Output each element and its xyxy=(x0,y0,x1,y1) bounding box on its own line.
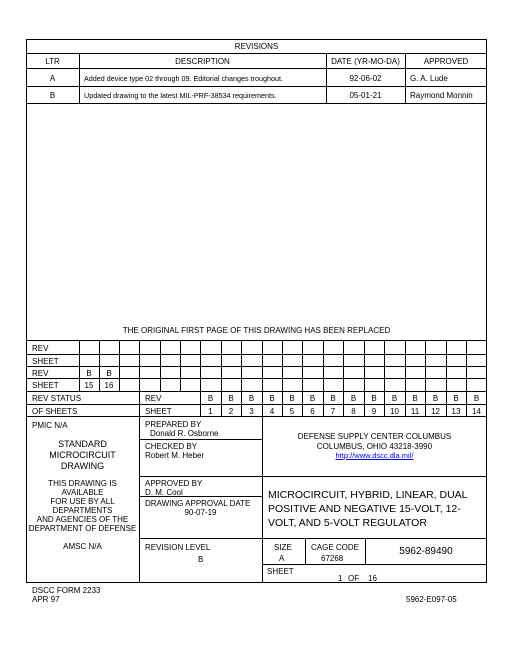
rev-status-value: B xyxy=(309,394,316,403)
sheet-number-cell: 7 xyxy=(330,407,336,416)
sheet-number-cell: 6 xyxy=(310,407,315,416)
rev-status-value: B xyxy=(371,394,377,403)
standard-line: STANDARD xyxy=(58,439,107,449)
agency-name: DEFENSE SUPPLY CENTER COLUMBUS xyxy=(297,432,452,441)
header-approved: APPROVED xyxy=(423,57,469,66)
standard-line: DRAWING xyxy=(60,461,105,471)
sheet-of-label: OF xyxy=(348,574,360,583)
rev-status-value: B xyxy=(412,394,418,403)
status-sheet-value: 16 xyxy=(104,381,114,390)
sheet-number-cell: 13 xyxy=(451,407,461,416)
drawing-title: VOLT, AND 5-VOLT REGULATOR xyxy=(268,517,427,529)
availability-line: THIS DRAWING IS xyxy=(48,479,117,488)
amsc: AMSC N/A xyxy=(63,542,102,551)
sheet-number-cell: 3 xyxy=(249,407,254,416)
agency-address: COLUMBUS, OHIO 43218-3990 xyxy=(316,442,433,451)
availability-line: AVAILABLE xyxy=(61,488,104,497)
approval-date: 90-07-19 xyxy=(184,508,217,517)
rev-row-ltr: A xyxy=(49,74,56,83)
status-sheet-label: SHEET xyxy=(32,381,59,390)
form-date: APR 97 xyxy=(32,595,60,604)
rev-row-ltr: B xyxy=(49,91,56,100)
prepared-by-label: PREPARED BY xyxy=(145,420,202,429)
sheet-number-cell: 4 xyxy=(269,407,275,416)
checked-by-label: CHECKED BY xyxy=(145,442,198,451)
rev-status-value: B xyxy=(453,394,459,403)
cage-code: 67268 xyxy=(321,554,344,563)
rev-status-value: B xyxy=(391,394,398,403)
rev-status-value: B xyxy=(228,394,234,403)
replaced-note: THE ORIGINAL FIRST PAGE OF THIS DRAWING HAS BEEN REPLACED xyxy=(122,326,391,335)
sheet-number: 1 xyxy=(338,574,343,583)
revisions-title: REVISIONS xyxy=(234,42,279,51)
status-sheet-label: SHEET xyxy=(32,357,59,366)
availability-line: AND AGENCIES OF THE xyxy=(36,515,129,524)
rev-row-description: Added device type 02 through 09. Editorial changes troughout. xyxy=(84,74,283,83)
checked-by: Robert M. Heber xyxy=(145,451,205,460)
header-description: DESCRIPTION xyxy=(175,57,230,66)
sheet-number-cell: 2 xyxy=(228,407,234,416)
sheet-number-cell: 10 xyxy=(390,407,399,416)
agency-url[interactable] xyxy=(262,451,487,461)
sheet-number-cell: 9 xyxy=(371,407,377,416)
distribution-code: 5962-E097-05 xyxy=(406,595,457,604)
rev-status-value: B xyxy=(207,394,214,403)
rev-status-value: B xyxy=(473,394,480,403)
sheet-label: SHEET xyxy=(267,567,294,576)
status-sheet-value: 15 xyxy=(84,381,94,390)
rev-status-value: B xyxy=(269,394,275,403)
document-number: 5962-89490 xyxy=(399,546,453,557)
sheet-label: SHEET xyxy=(145,407,172,416)
revisions-block xyxy=(26,39,487,341)
drawing-title: MICROCIRCUIT, HYBRID, LINEAR, DUAL xyxy=(268,489,468,501)
standard-line: MICROCIRCUIT xyxy=(49,450,116,460)
prepared-by: Donald R. Osborne xyxy=(150,429,219,438)
rev-status-value: B xyxy=(248,394,255,403)
sheet-number-cell: 14 xyxy=(472,407,481,416)
rev-row-approved: G. A. Lude xyxy=(410,74,448,83)
status-grid xyxy=(26,341,487,417)
sheet-number-cell: 1 xyxy=(208,407,213,416)
sheet-number-cell: 12 xyxy=(431,407,440,416)
availability-line: DEPARTMENTS xyxy=(52,506,113,515)
status-rev-label: REV xyxy=(32,344,49,353)
of-sheets-label: OF SHEETS xyxy=(32,407,78,416)
rev-status-label: REV STATUS xyxy=(32,394,82,403)
drawing-title: POSITIVE AND NEGATIVE 15-VOLT, 12- xyxy=(268,503,461,515)
rev-row-approved: Raymond Monnin xyxy=(410,91,473,100)
rev-label: REV xyxy=(145,394,162,403)
size-label: SIZE xyxy=(274,543,292,552)
rev-status-value: B xyxy=(330,394,336,403)
rev-row-description: Updated drawing to the latest MIL-PRF-38534 requirements. xyxy=(84,91,277,100)
status-rev-label: REV xyxy=(32,369,49,378)
revision-level: B xyxy=(198,555,204,564)
header-date: DATE (YR-MO-DA) xyxy=(331,57,400,66)
pmic: PMIC N/A xyxy=(32,421,68,430)
approval-date-label: DRAWING APPROVAL DATE xyxy=(145,499,251,508)
approved-by-label: APPROVED BY xyxy=(145,479,203,488)
rev-status-value: B xyxy=(350,394,357,403)
agency-url-link[interactable]: http://www.dscc.dla.mil/ xyxy=(335,451,414,460)
revision-level-label: REVISION LEVEL xyxy=(145,543,211,552)
availability-line: FOR USE BY ALL xyxy=(50,497,115,506)
availability-line: DEPARTMENT OF DEFENSE xyxy=(28,524,137,533)
header-ltr: LTR xyxy=(45,57,60,66)
sheet-number-cell: 11 xyxy=(410,407,420,416)
status-rev-value: B xyxy=(86,369,92,378)
cage-code-label: CAGE CODE xyxy=(311,543,360,552)
rev-status-value: B xyxy=(289,394,295,403)
rev-row-date: 05-01-21 xyxy=(349,91,382,100)
sheet-number-cell: 8 xyxy=(351,407,356,416)
sheet-number-cell: 5 xyxy=(289,407,295,416)
rev-row-date: 92-06-02 xyxy=(349,74,382,83)
status-rev-value: B xyxy=(106,369,112,378)
rev-status-value: B xyxy=(432,394,439,403)
approved-by: D. M. Cool xyxy=(145,488,183,497)
sheet-total: 16 xyxy=(368,574,377,583)
size-value: A xyxy=(279,554,285,563)
form-number: DSCC FORM 2233 xyxy=(32,586,101,595)
